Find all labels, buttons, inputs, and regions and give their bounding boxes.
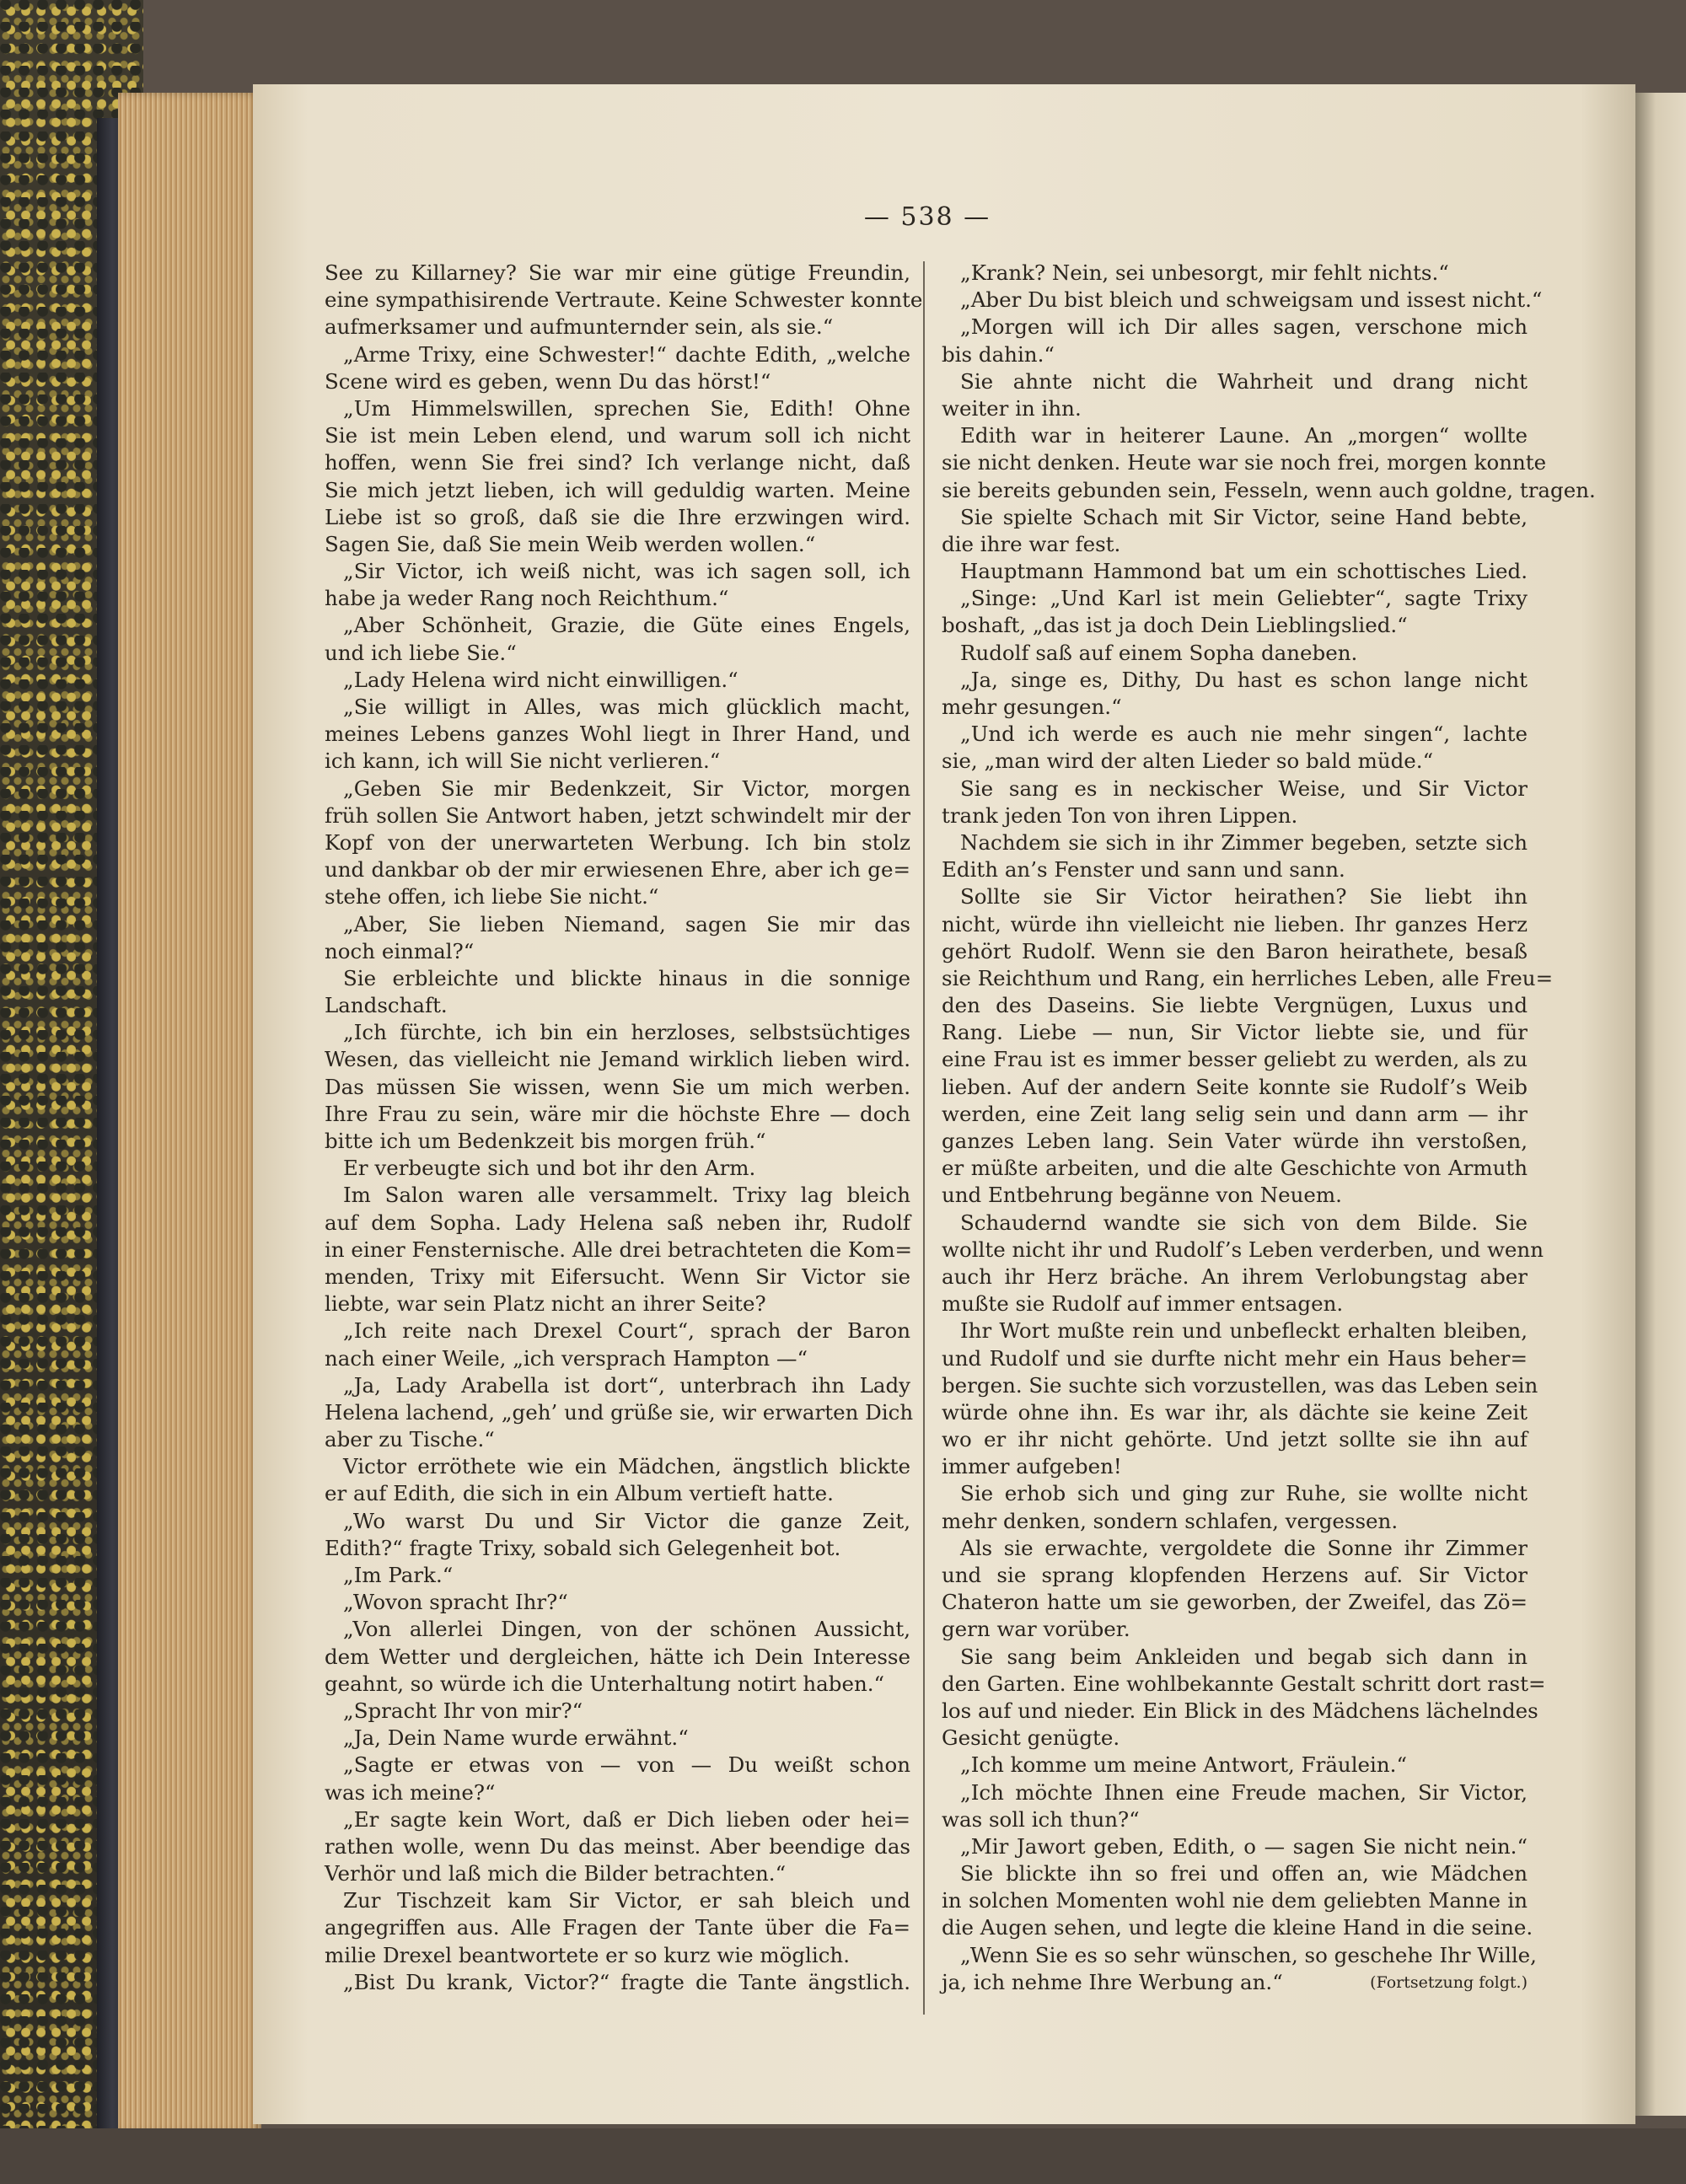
text-line: die Augen sehen, und legte die kleine Hand in die seine. [942,1915,1533,1940]
text-line: Sie erhob sich und ging zur Ruhe, sie wollte nicht [960,1481,1528,1506]
text-line: los auf und nieder. Ein Blick in des Mädchens lächelndes [942,1698,1538,1723]
text-line: „Ich möchte Ihnen eine Freude machen, Sir Victor, [960,1779,1528,1805]
text-line: „Ja, Dein Name wurde erwähnt.“ [343,1725,689,1751]
text-line: Sie ist mein Leben elend, und warum soll ich nicht [325,423,910,448]
text-line: Sollte sie Sir Victor heirathen? Sie liebt ihn [960,884,1528,910]
text-column-left [325,260,923,1996]
text-line: was soll ich thun?“ [942,1806,1140,1832]
text-line: er müßte arbeiten, und die alte Geschichte von Armuth [942,1156,1528,1181]
text-line: sie nicht denken. Heute war sie noch frei, morgen konnte [942,450,1547,475]
text-line: „Aber Du bist bleich und schweigsam und issest nicht.“ [960,287,1543,313]
text-line: hoffen, wenn Sie frei sind? Ich verlange nicht, daß [325,450,910,475]
text-column-right [942,260,1596,1996]
text-line: Edith war in heiterer Laune. An „morgen“ wollte [960,423,1528,448]
text-line: Ihr Wort mußte rein und unbefleckt erhalten bleiben, [960,1318,1528,1344]
text-line: „Wo warst Du und Sir Victor die ganze Zeit, [343,1508,910,1533]
text-line: die ihre war fest. [942,531,1121,556]
text-line: bergen. Sie suchte sich vorzustellen, was das Leben sein [942,1372,1538,1398]
next-page-edge [1635,93,1686,2116]
text-line: „Im Park.“ [343,1563,454,1587]
text-line: geahnt, so würde ich die Unterhaltung notirt haben.“ [325,1671,885,1696]
text-line: milie Drexel beantwortete er so kurz wie möglich. [325,1942,851,1967]
text-line: wo er ihr nicht gehörte. Und jetzt sollte sie ihn auf [942,1427,1528,1452]
text-line: sie Reichthum und Rang, ein herrliches Leben, alle Freu= [942,965,1554,990]
text-line: und ich liebe Sie.“ [325,640,517,665]
text-line: „Lady Helena wird nicht einwilligen.“ [343,667,738,692]
continuation-note: (Fortsetzung folgt.) [1370,1972,1528,1992]
text-line: „Ich fürchte, ich bin ein herzloses, selbstsüchtiges [343,1020,910,1045]
text-line: und Entbehrung begänne von Neuem. [942,1183,1342,1208]
text-line: weiter in ihn. [942,395,1082,421]
text-line: „Bist Du krank, Victor?“ fragte die Tante ängstlich. [343,1969,910,1994]
text-line: wollte nicht ihr und Rudolf’s Leben verderben, und wenn [942,1237,1544,1262]
text-line: gern war vorüber. [942,1617,1130,1642]
text-line: „Sie willigt in Alles, was mich glücklich macht, [343,695,910,719]
text-line: Wesen, das vielleicht nie Jemand wirklich lieben wird. [325,1047,910,1072]
text-line: Sie sang beim Ankleiden und begab sich dann in [960,1644,1528,1669]
text-line: in solchen Momenten wohl nie dem geliebten Manne in [942,1888,1528,1913]
text-line: „Spracht Ihr von mir?“ [343,1698,583,1723]
text-line: Hauptmann Hammond bat um ein schottisches Lied. [960,559,1528,584]
text-line: Scene wird es geben, wenn Du das hörst!“ [325,368,771,394]
text-line: würde ohne ihn. Es war ihr, als dächte sie keine Zeit [942,1399,1528,1425]
text-line: Liebe ist so groß, daß sie die Ihre erzwingen wird. [325,504,910,529]
text-line: und dankbar ob der mir erwiesenen Ehre, aber ich ge= [325,857,910,883]
text-line: „Um Himmelswillen, sprechen Sie, Edith! Ohne [343,395,910,421]
text-line: „Mir Jawort geben, Edith, o — sagen Sie nicht nein.“ [960,1833,1528,1859]
text-line: eine sympathisirende Vertraute. Keine Schwester konnte [325,287,923,313]
text-line: gehört Rudolf. Wenn sie den Baron heirathete, besaß [942,938,1528,963]
text-line: „Von allerlei Dingen, von der schönen Aussicht, [343,1617,910,1642]
right-column-lines [942,260,1596,1969]
text-line: „Sagte er etwas von — von — Du weißt schon [343,1752,910,1778]
text-line: aber zu Tische.“ [325,1427,495,1452]
text-line: Ihre Frau zu sein, wäre mir die höchste Ehre — doch [325,1101,910,1126]
text-line: mehr denken, sondern schlafen, vergessen. [942,1508,1399,1533]
text-line: sie, „man wird der alten Lieder so bald müde.“ [942,749,1434,774]
text-line: Verhör und laß mich die Bilder betrachten.“ [325,1861,787,1886]
text-line: sie bereits gebunden sein, Fesseln, wenn auch goldne, tragen. [942,477,1596,502]
text-line: auch ihr Herz bräche. An ihrem Verlobungstag aber [942,1264,1528,1289]
text-line: nach einer Weile, „ich versprach Hampton —“ [325,1345,808,1371]
text-line: Sie blickte ihn so frei und offen an, wie Mädchen [960,1861,1528,1886]
text-line: „Geben Sie mir Bedenkzeit, Sir Victor, morgen [343,775,910,801]
text-line: Sie erbleichte und blickte hinaus in die sonnige [343,965,910,990]
text-line: Als sie erwachte, vergoldete die Sonne ihr Zimmer [960,1535,1528,1560]
text-line: Schaudernd wandte sie sich von dem Bilde. Sie [960,1210,1528,1235]
text-line: in einer Fensternische. Alle drei betrachteten die Kom= [325,1237,913,1262]
text-line: „Arme Trixy, eine Schwester!“ dachte Edith, „welche [343,341,910,367]
text-line: werden, eine Zeit lang selig sein und dann arm — ihr [942,1101,1528,1126]
text-line: eine Frau ist es immer besser geliebt zu werden, als zu [942,1047,1528,1072]
text-line: „Wovon spracht Ihr?“ [343,1590,568,1615]
text-line: mehr gesungen.“ [942,695,1122,719]
text-line: Im Salon waren alle versammelt. Trixy lag bleich [343,1183,910,1208]
text-line: Er verbeugte sich und bot ihr den Arm. [343,1156,756,1181]
text-line: See zu Killarney? Sie war mir eine gütige Freundin, [325,260,910,285]
text-line: Das müssen Sie wissen, wenn Sie um mich werben. [325,1074,910,1099]
text-line: immer aufgeben! [942,1454,1122,1479]
text-line: lieben. Auf der andern Seite konnte sie Rudolf’s Weib [942,1074,1528,1099]
text-line: Sie mich jetzt lieben, ich will geduldig warten. Meine [325,477,910,502]
text-line: „Ja, Lady Arabella ist dort“, unterbrach ihn Lady [343,1372,910,1398]
text-line: noch einmal?“ [325,938,475,963]
page-number: — 538 — [863,202,991,232]
page-edges [118,93,261,2133]
text-line: Kopf von der unerwarteten Werbung. Ich bin stolz [325,829,910,855]
text-line: den des Daseins. Sie liebte Vergnügen, Luxus und [942,993,1528,1018]
text-line: Nachdem sie sich in ihr Zimmer begeben, setzte sich [960,829,1528,855]
text-line: „Morgen will ich Dir alles sagen, verschone mich [960,314,1528,340]
text-line: Chateron hatte um sie geworben, der Zweifel, das Zö= [942,1590,1528,1615]
text-line: Rang. Liebe — nun, Sir Victor liebte sie, und für [942,1020,1528,1045]
text-line: liebte, war sein Platz nicht an ihrer Seite? [325,1291,766,1317]
final-line [942,1969,1528,1996]
text-line: Sagen Sie, daß Sie mein Weib werden wollen.“ [325,531,816,556]
text-line: Edith?“ fragte Trixy, sobald sich Gelegenheit bot. [325,1535,841,1560]
text-line: „Sir Victor, ich weiß nicht, was ich sagen soll, ich [343,559,910,584]
text-line: bitte ich um Bedenkzeit bis morgen früh.“ [325,1129,766,1153]
text-line: „Aber, Sie lieben Niemand, sagen Sie mir das [343,911,910,936]
text-line: ich kann, ich will Sie nicht verlieren.“ [325,749,721,774]
text-line: trank jeden Ton von ihren Lippen. [942,802,1298,828]
text-line: rathen wolle, wenn Du das meinst. Aber beendige das [325,1833,910,1859]
text-line: Zur Tischzeit kam Sir Victor, er sah bleich und [343,1888,910,1913]
text-line: Victor erröthete wie ein Mädchen, ängstlich blickte [343,1454,910,1479]
text-line: menden, Trixy mit Eifersucht. Wenn Sir Victor sie [325,1264,910,1289]
text-line: „Singe: „Und Karl ist mein Geliebter“, sagte Trixy [960,586,1528,611]
text-line: er auf Edith, die sich in ein Album vertieft hatte. [325,1481,834,1506]
text-line: Sie sang es in neckischer Weise, und Sir Victor [960,775,1528,801]
text-line: „Er sagte kein Wort, daß er Dich lieben oder hei= [343,1806,910,1832]
text-line: Rudolf saß auf einem Sopha daneben. [960,640,1358,665]
text-line: aufmerksamer und aufmunternder sein, als sie.“ [325,314,834,340]
text-line: habe ja weder Rang noch Reichthum.“ [325,586,729,611]
text-line: dem Wetter und dergleichen, hätte ich Dein Interesse [325,1644,910,1669]
text-line: Helena lachend, „geh’ und grüße sie, wir erwarten Dich [325,1399,914,1425]
text-line: meines Lebens ganzes Wohl liegt in Ihrer Hand, und [325,722,910,747]
text-line: Sie spielte Schach mit Sir Victor, seine Hand bebte, [960,504,1528,529]
text-line: bis dahin.“ [942,341,1055,367]
text-line: stehe offen, ich liebe Sie nicht.“ [325,884,659,910]
text-line: Gesicht genügte. [942,1725,1120,1751]
text-line: boshaft, „das ist ja doch Dein Lieblingslied.“ [942,613,1408,638]
text-line: Edith an’s Fenster und sann und sann. [942,857,1345,883]
text-line: „Wenn Sie es so sehr wünschen, so geschehe Ihr Wille, [960,1942,1537,1967]
text-line: „Und ich werde es auch nie mehr singen“, lachte [960,722,1528,747]
text-line: was ich meine?“ [325,1779,496,1805]
text-line: auf dem Sopha. Lady Helena saß neben ihr, Rudolf [325,1210,910,1235]
text-line: „Ja, singe es, Dithy, Du hast es schon lange nicht [960,667,1528,692]
text-line: früh sollen Sie Antwort haben, jetzt schwindelt mir der [325,802,910,828]
column-divider [923,261,925,2015]
text-line: Landschaft. [325,993,448,1018]
text-line: „Ich komme um meine Antwort, Fräulein.“ [960,1752,1407,1778]
text-line: den Garten. Eine wohlbekannte Gestalt schritt dort rast= [942,1671,1546,1696]
text-line: „Krank? Nein, sei unbesorgt, mir fehlt nichts.“ [960,260,1449,285]
text-line: „Ich reite nach Drexel Court“, sprach der Baron [343,1318,910,1344]
text-line: und Rudolf und sie durfte nicht mehr ein Haus beher= [942,1345,1528,1371]
text-line: Sie ahnte nicht die Wahrheit und drang nicht [960,368,1528,394]
text-line: „Aber Schönheit, Grazie, die Güte eines Engels, [343,613,910,638]
text-line: nicht, würde ihn vielleicht nie lieben. Ihr ganzes Herz [942,911,1528,936]
text-line: und sie sprang klopfenden Herzens auf. Sir Victor [942,1563,1528,1587]
text-line: angegriffen aus. Alle Fragen der Tante über die Fa= [325,1915,910,1940]
text-line: ganzes Leben lang. Sein Vater würde ihn verstoßen, [942,1129,1528,1153]
text-line: mußte sie Rudolf auf immer entsagen. [942,1291,1344,1317]
final-line-text: ja, ich nehme Ihre Werbung an.“ [942,1969,1283,1994]
background-bottom [0,2128,1686,2184]
